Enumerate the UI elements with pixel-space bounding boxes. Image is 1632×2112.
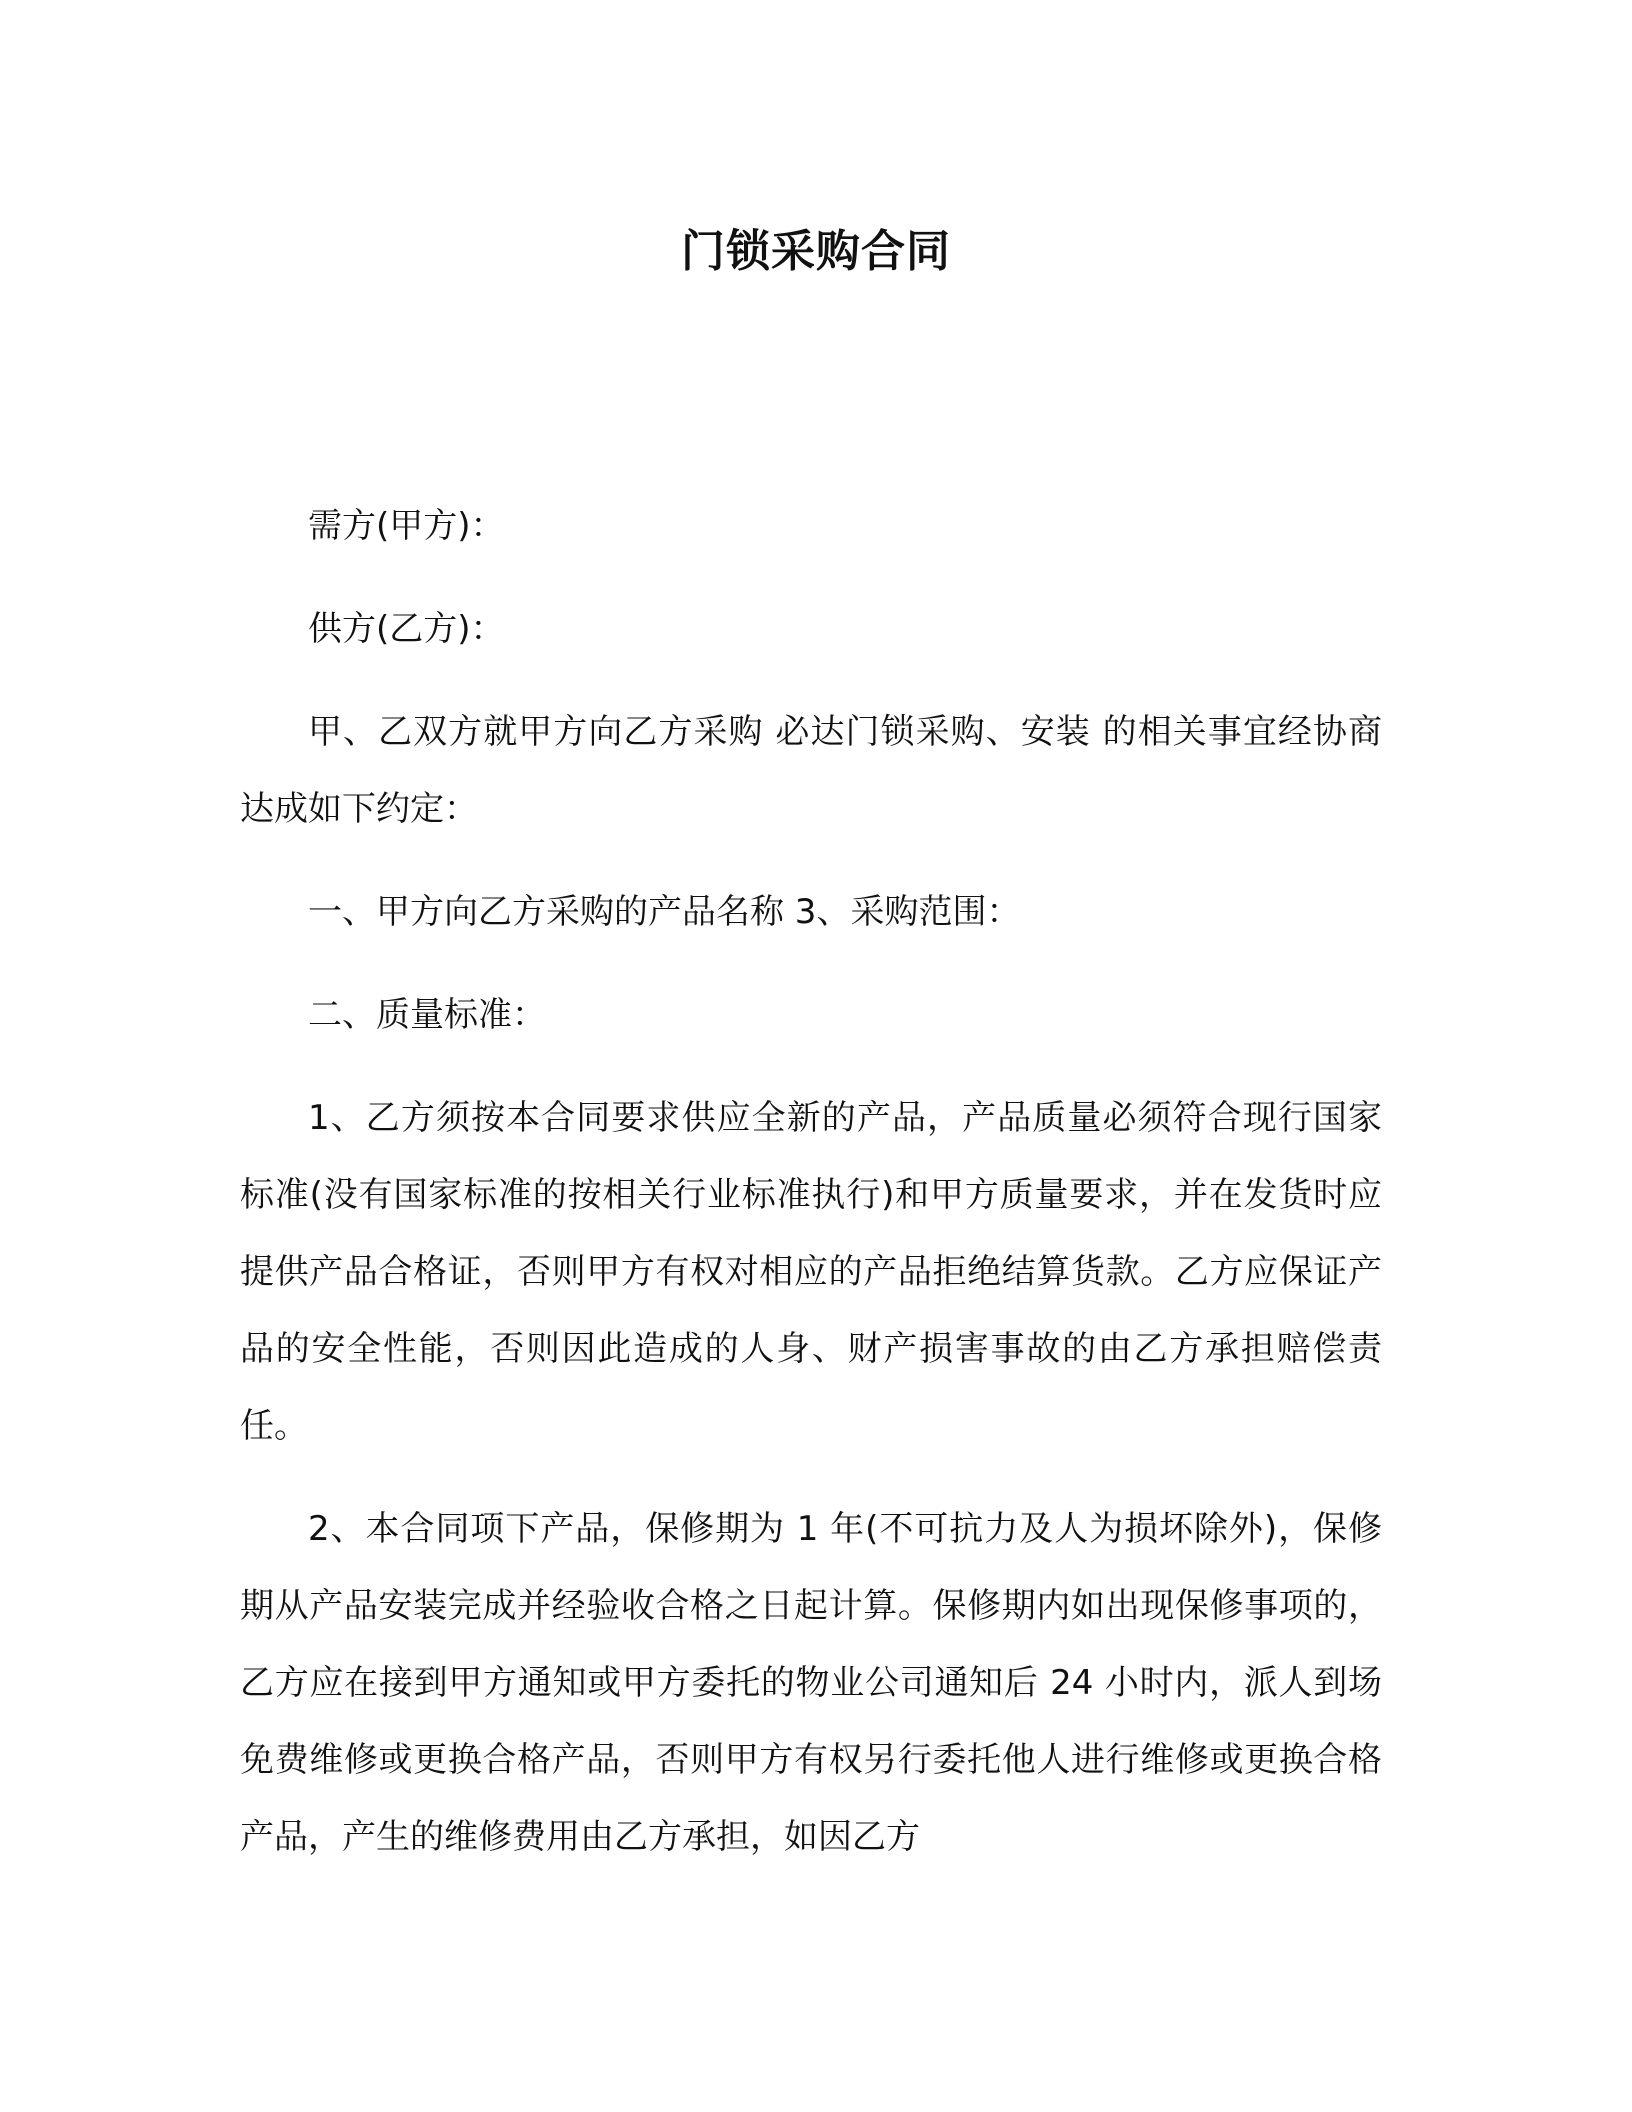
clause-2-1-paragraph: 1、乙方须按本合同要求供应全新的产品，产品质量必须符合现行国家标准(没有国家标准的按相关行业标准执行)和甲方质量要求，并在发货时应提供产品合格证，否则甲方有权对相应的产品拒绝结算货款。乙方应保证产品的安全性能，否则因此造成的人身、财产损害事故的由乙方承担赔偿责任。 — [240, 1098, 1382, 1446]
section-2-heading: 二、质量标准： — [308, 995, 546, 1035]
section-1-heading: 一、甲方向乙方采购的产品名称 3、采购范围： — [308, 892, 1021, 932]
clause-2-2-paragraph: 2、本合同项下产品，保修期为 1 年(不可抗力及人为损坏除外)，保修期从产品安装完成并经验收合格之日起计算。保修期内如出现保修事项的，乙方应在接到甲方通知或甲方委托的物业公司通知后 24 小时内，派人到场免费维修或更换合格产品，否则甲方有权另行委托他人进行维修或更换合格产品，产生的维修费用由乙方承担，如因乙方 — [240, 1509, 1382, 1857]
document-title: 门锁采购合同 — [681, 226, 951, 277]
party-a-line: 需方(甲方)： — [308, 506, 505, 546]
party-b-line: 供方(乙方)： — [308, 609, 505, 649]
document-body — [240, 488, 1382, 1902]
preamble-paragraph: 甲、乙双方就甲方向乙方采购 必达门锁采购、安装 的相关事宜经协商达成如下约定： — [240, 712, 1382, 829]
